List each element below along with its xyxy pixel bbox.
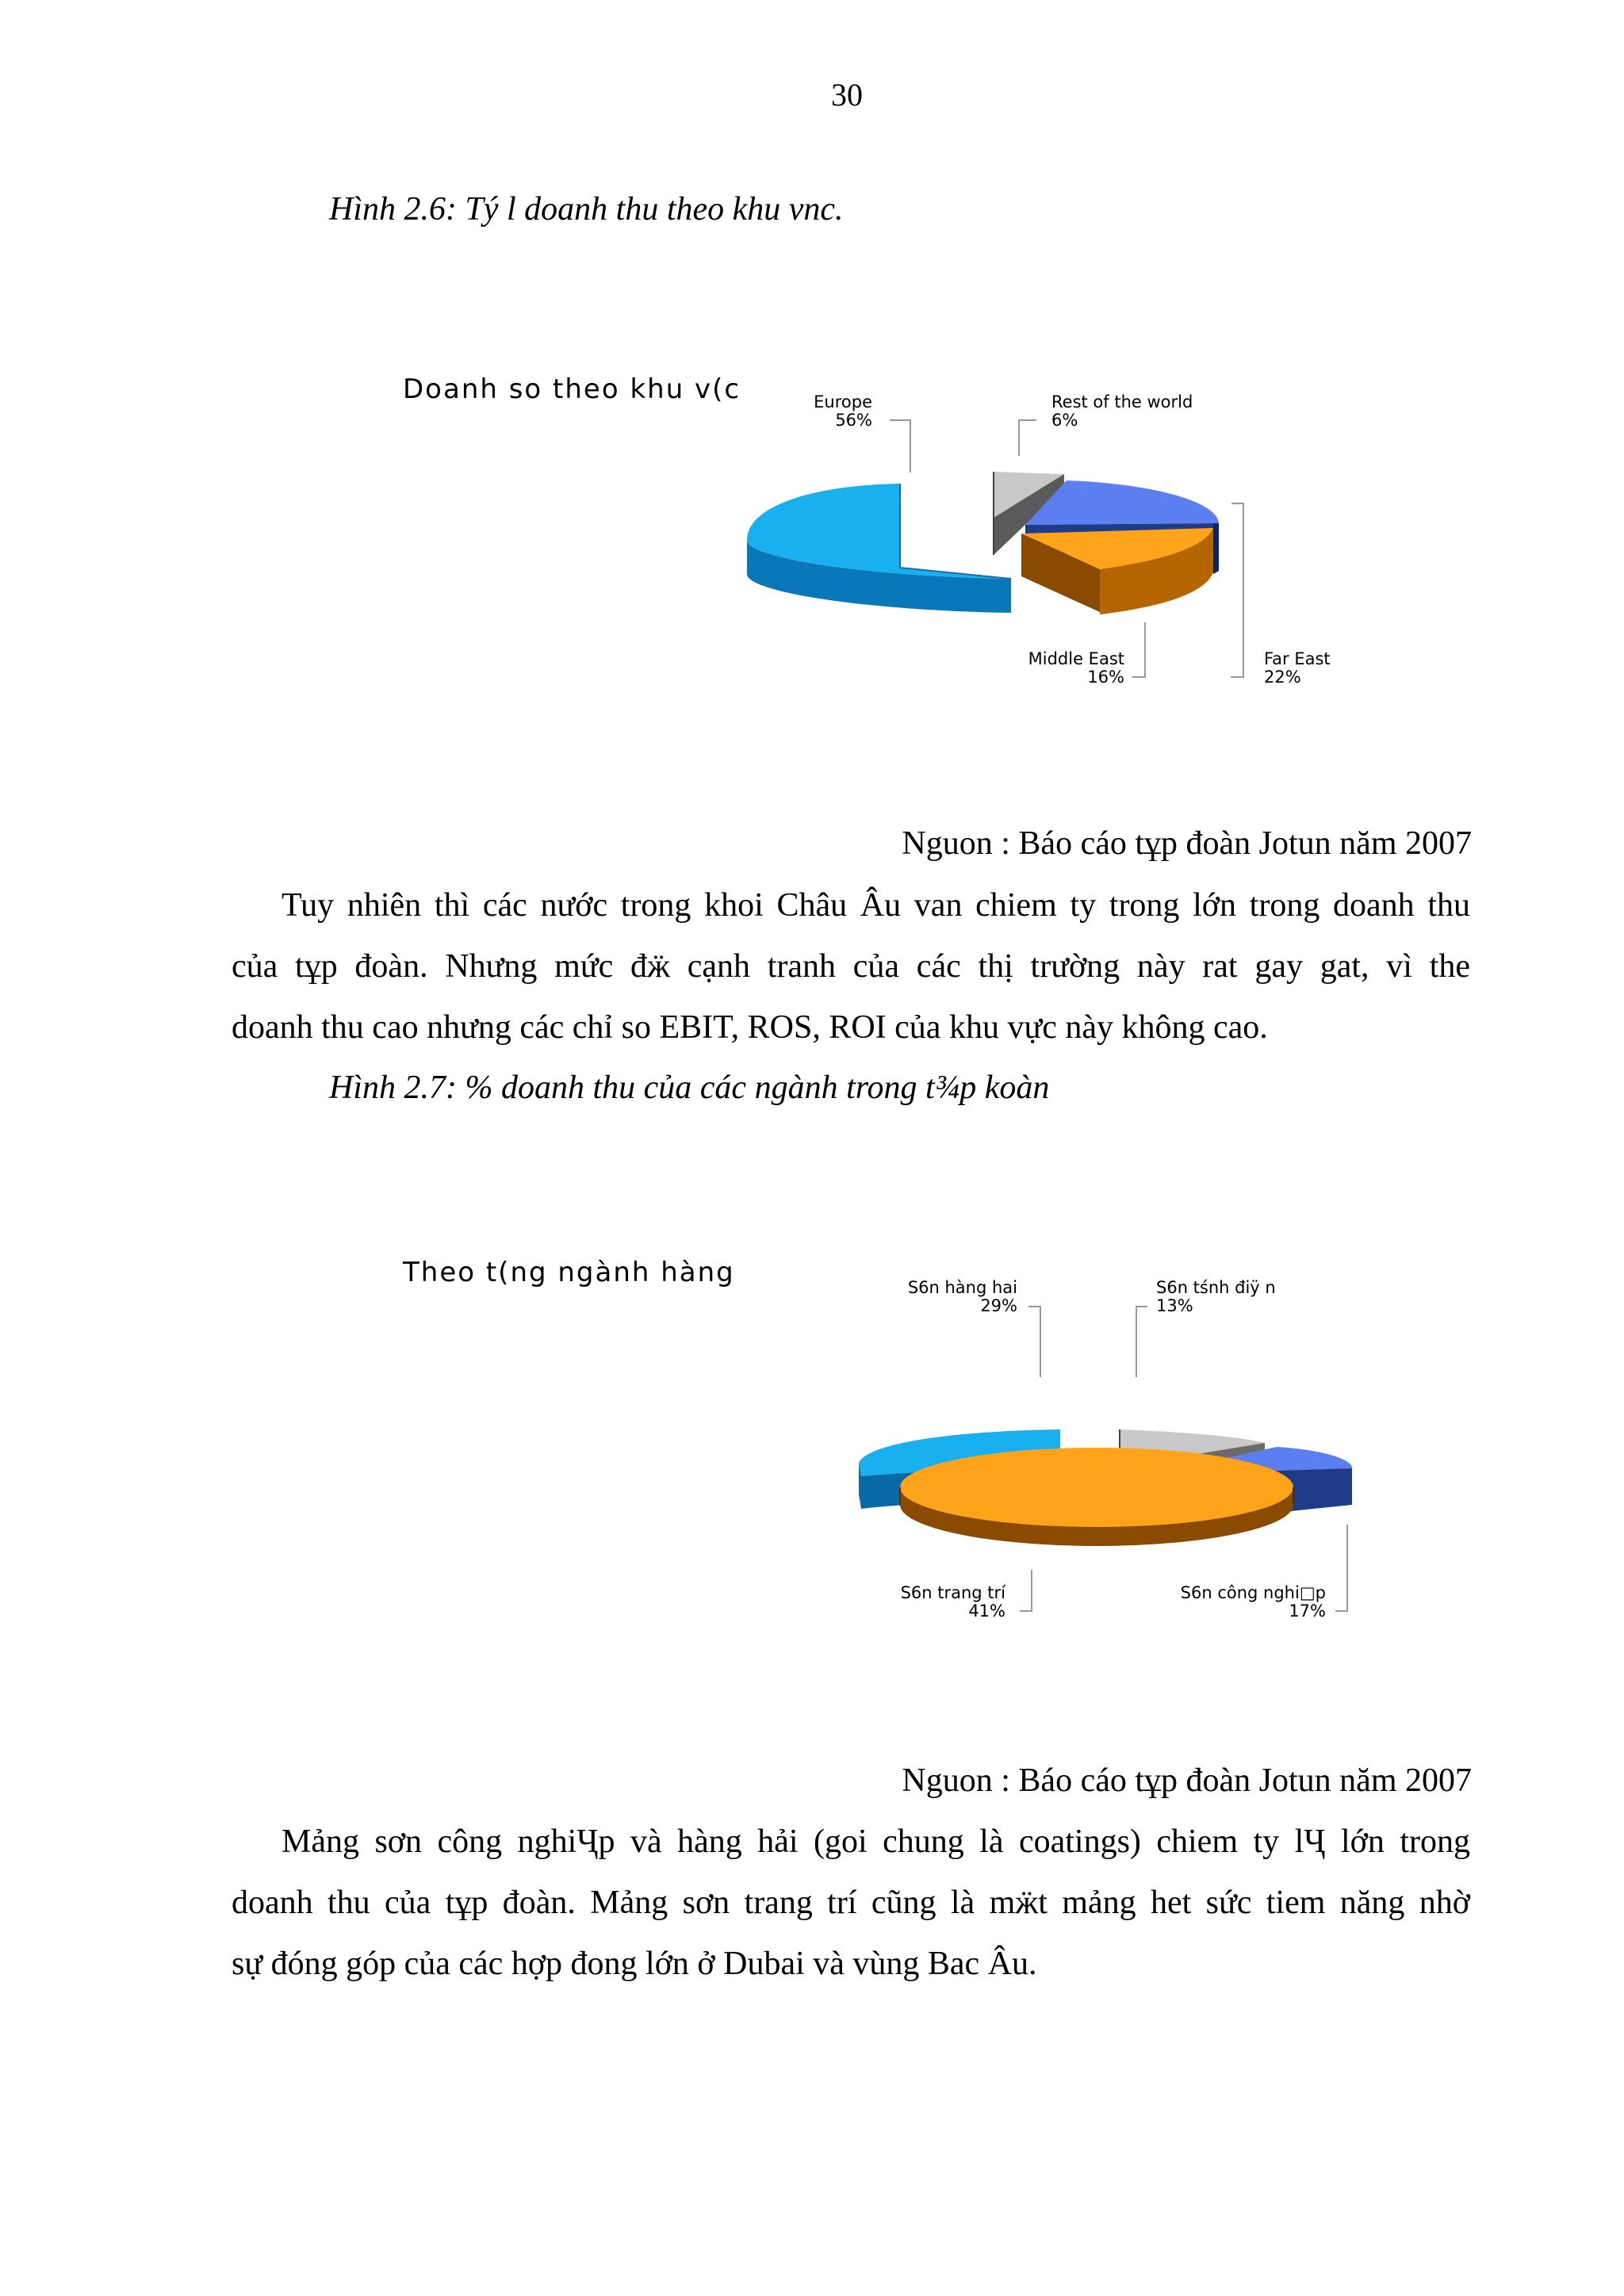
chart-region-sales — [403, 373, 1331, 687]
slice-value-decorative: 41% — [968, 1601, 1005, 1621]
figure-2-6-source: Nguon : Báo cáo tұp đoàn Jotun năm 2007 — [902, 825, 1472, 862]
chart-title: Theo t(ng ngành hàng — [403, 1257, 735, 1288]
slice-label-marine: S6n hàng hai — [907, 1278, 1017, 1297]
paragraph-line: sự đóng góp của các hợp đong lớn ở Dubai và vùng Bac Âu. — [232, 1946, 1037, 1982]
slice-value-rest-of-world: 6% — [1051, 411, 1078, 430]
slice-label-middle-east: Middle East — [1028, 649, 1124, 668]
paragraph-1 — [232, 875, 1470, 1058]
pie-slice-europe — [747, 484, 1011, 613]
pie-slice-middle-east — [1021, 528, 1213, 614]
paragraph-line: Mảng sơn công nghiҶp và hàng hải (goi chung là coatings) chiem ty lҶ lớn trong — [282, 1823, 1470, 1860]
figure-2-7-caption: Hình 2.7: % doanh thu của các ngành trong t¾p koàn — [329, 1070, 1050, 1106]
slice-label-europe: Europe — [814, 392, 872, 411]
slice-value-middle-east: 16% — [1087, 668, 1124, 687]
paragraph-line: của tұp đoàn. Nhưng mức đӝ cạnh tranh của các thị trường này rat gay gat, vì the — [232, 948, 1470, 985]
slice-label-decorative: S6n trang trí — [900, 1583, 1005, 1602]
figure-2-6-caption: Hình 2.6: Tý l doanh thu theo khu vnc. — [329, 191, 844, 228]
figure-2-7-source: Nguon : Báo cáo tұp đoàn Jotun năm 2007 — [902, 1762, 1472, 1799]
paragraph-line: doanh thu cao nhưng các chỉ so EBIT, ROS, ROI của khu vực này không cao. — [232, 1009, 1268, 1046]
slice-value-far-east: 22% — [1264, 668, 1301, 687]
page-number: 30 — [831, 77, 863, 113]
chart-title: Doanh so theo khu v(c — [403, 373, 741, 405]
paragraph-line: Tuy nhiên thì các nước trong khoi Châu Âu van chiem ty trong lớn trong doanh thu — [282, 887, 1470, 924]
pie-slice-decorative — [900, 1448, 1293, 1546]
slice-label-industrial: S6n công nghi□p — [1180, 1583, 1326, 1602]
slice-value-europe: 56% — [835, 411, 872, 430]
chart-product-sales — [402, 1257, 1352, 1621]
slice-value-industrial: 17% — [1289, 1601, 1326, 1621]
slice-label-far-east: Far East — [1264, 649, 1331, 668]
slice-value-marine: 29% — [980, 1296, 1017, 1315]
slice-value-powder: 13% — [1156, 1296, 1193, 1315]
slice-label-rest-of-world: Rest of the world — [1051, 392, 1193, 411]
slice-label-powder: S6n tśnh điÿ n — [1156, 1278, 1276, 1297]
paragraph-line: doanh thu của tұp đoàn. Mảng sơn trang trí cũng là mӝt mảng het sức tiem năng nhờ — [232, 1885, 1470, 1921]
paragraph-2 — [232, 1812, 1470, 1995]
